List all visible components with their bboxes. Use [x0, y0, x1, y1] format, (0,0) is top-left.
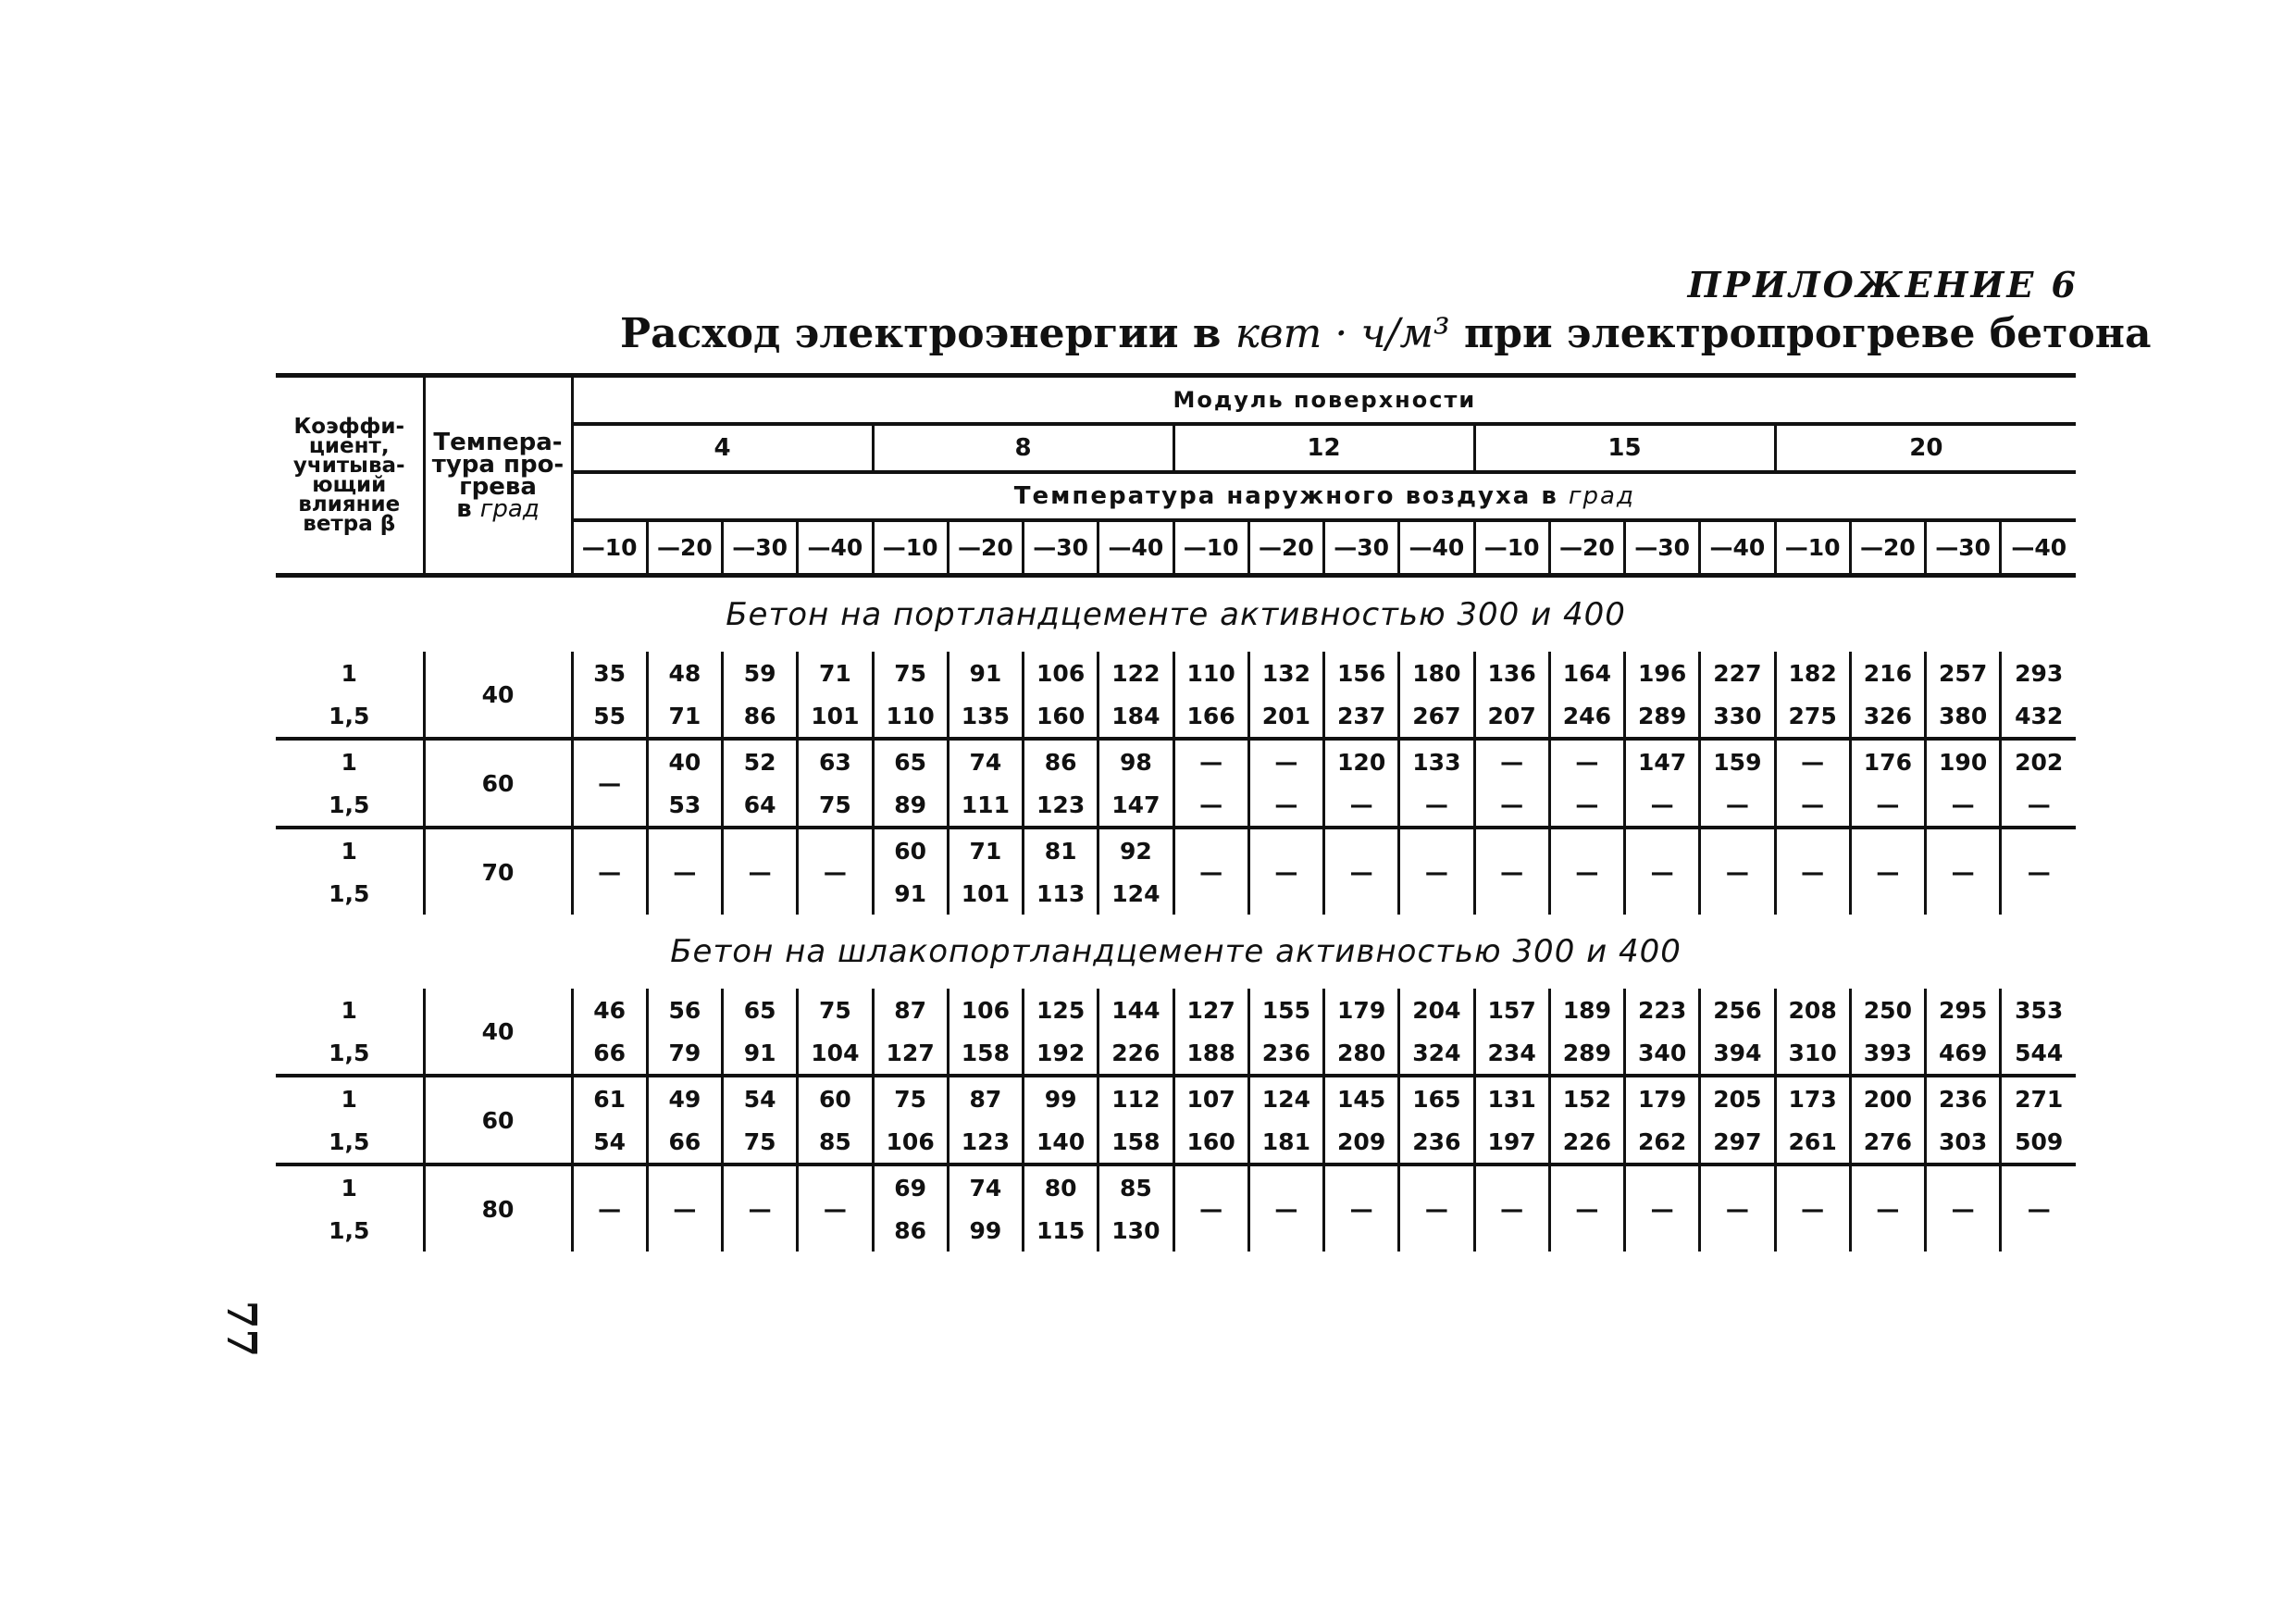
- header-air-temp-value: —40: [1399, 520, 1474, 576]
- header-heating-temp-text: Темпера- тура про- грева в: [431, 428, 565, 523]
- value-cell: 122: [1098, 652, 1173, 694]
- value-cell: —: [1926, 1164, 2001, 1252]
- value-cell: 303: [1926, 1120, 2001, 1164]
- value-cell: 469: [1926, 1031, 2001, 1076]
- value-cell: —: [1700, 828, 1775, 915]
- value-cell: 181: [1248, 1120, 1323, 1164]
- value-cell: 179: [1324, 989, 1399, 1031]
- value-cell: 99: [1024, 1076, 1098, 1120]
- header-air-temp-value: —20: [1248, 520, 1323, 576]
- value-cell: —: [2001, 1164, 2076, 1252]
- value-cell: 297: [1700, 1120, 1775, 1164]
- value-cell: —: [1775, 739, 1850, 783]
- value-cell: —: [1775, 828, 1850, 915]
- value-cell: —: [1549, 1164, 1624, 1252]
- value-cell: 79: [647, 1031, 722, 1076]
- value-cell: 91: [723, 1031, 798, 1076]
- coefficient-cell: 1,5: [329, 879, 370, 907]
- header-air-temp: [572, 472, 2076, 520]
- value-cell: 65: [723, 989, 798, 1031]
- value-cell: 61: [572, 1076, 647, 1120]
- value-cell: —: [1324, 783, 1399, 828]
- value-cell: 236: [1399, 1120, 1474, 1164]
- value-cell: 180: [1399, 652, 1474, 694]
- value-cell: 52: [723, 739, 798, 783]
- header-air-temp-value: —10: [572, 520, 647, 576]
- table-row: [276, 1164, 2076, 1209]
- value-cell: 176: [1850, 739, 1925, 783]
- header-heating-temp: [424, 376, 572, 576]
- value-cell: 64: [723, 783, 798, 828]
- value-cell: 74: [948, 1164, 1023, 1209]
- value-cell: —: [723, 828, 798, 915]
- value-cell: 330: [1700, 694, 1775, 739]
- value-cell: 257: [1926, 652, 2001, 694]
- value-cell: 201: [1248, 694, 1323, 739]
- value-cell: —: [1399, 828, 1474, 915]
- header-air-temp-unit: град: [1568, 482, 1635, 510]
- table-body: [276, 576, 2076, 1252]
- value-cell: 223: [1625, 989, 1700, 1031]
- table-row: [276, 828, 2076, 872]
- value-cell: 127: [873, 1031, 948, 1076]
- value-cell: 204: [1399, 989, 1474, 1031]
- value-cell: 236: [1926, 1076, 2001, 1120]
- table-row: [276, 1076, 2076, 1120]
- value-cell: 71: [647, 694, 722, 739]
- coefficient-cell: 1,5: [329, 1216, 370, 1244]
- value-cell: —: [1926, 828, 2001, 915]
- value-cell: 74: [948, 739, 1023, 783]
- header-air-temp-value: —30: [1926, 520, 2001, 576]
- value-cell: —: [1625, 1164, 1700, 1252]
- section-title-row: [276, 576, 2076, 653]
- title-part-3: при электропрогреве бетона: [1449, 310, 2152, 357]
- value-cell: 140: [1024, 1120, 1098, 1164]
- heating-temp-cell: 60: [424, 739, 572, 828]
- table-header: [276, 376, 2076, 576]
- value-cell: 69: [873, 1164, 948, 1209]
- value-cell: 54: [723, 1076, 798, 1120]
- value-cell: 87: [873, 989, 948, 1031]
- value-cell: —: [1850, 783, 1925, 828]
- heating-temp-cell: 80: [424, 1164, 572, 1252]
- value-cell: 189: [1549, 989, 1624, 1031]
- value-cell: 200: [1850, 1076, 1925, 1120]
- value-cell: —: [1173, 783, 1248, 828]
- value-cell: 81: [1024, 828, 1098, 872]
- value-cell: 261: [1775, 1120, 1850, 1164]
- value-cell: 113: [1024, 872, 1098, 915]
- header-module-4: 4: [572, 424, 873, 472]
- value-cell: 216: [1850, 652, 1925, 694]
- value-cell: 91: [873, 872, 948, 915]
- title-part-1: Расход электроэнергии в: [620, 310, 1235, 357]
- value-cell: 237: [1324, 694, 1399, 739]
- value-cell: 131: [1474, 1076, 1549, 1120]
- value-cell: 295: [1926, 989, 2001, 1031]
- value-cell: 202: [2001, 739, 2076, 783]
- appendix-label: ПРИЛОЖЕНИЕ 6: [1687, 264, 2079, 305]
- section-title-row: [276, 915, 2076, 989]
- value-cell: 246: [1549, 694, 1624, 739]
- value-cell: 158: [948, 1031, 1023, 1076]
- value-cell: —: [1248, 1164, 1323, 1252]
- value-cell: —: [1549, 828, 1624, 915]
- value-cell: 35: [572, 652, 647, 694]
- header-air-temp-value: —40: [1098, 520, 1173, 576]
- value-cell: 75: [798, 783, 873, 828]
- value-cell: 227: [1700, 652, 1775, 694]
- value-cell: 99: [948, 1209, 1023, 1252]
- value-cell: 144: [1098, 989, 1173, 1031]
- value-cell: —: [1324, 1164, 1399, 1252]
- value-cell: 276: [1850, 1120, 1925, 1164]
- value-cell: —: [2001, 783, 2076, 828]
- value-cell: 190: [1926, 739, 2001, 783]
- value-cell: 192: [1024, 1031, 1098, 1076]
- header-surface-module: Модуль поверхности: [572, 376, 2076, 425]
- value-cell: 509: [2001, 1120, 2076, 1164]
- value-cell: 71: [798, 652, 873, 694]
- value-cell: 112: [1098, 1076, 1173, 1120]
- value-cell: 353: [2001, 989, 2076, 1031]
- value-cell: 173: [1775, 1076, 1850, 1120]
- value-cell: 65: [873, 739, 948, 783]
- page-number: 77: [217, 1300, 266, 1358]
- header-air-temp-value: —30: [1324, 520, 1399, 576]
- value-cell: 106: [948, 989, 1023, 1031]
- value-cell: —: [723, 1164, 798, 1252]
- value-cell: 165: [1399, 1076, 1474, 1120]
- header-air-temp-value: —20: [948, 520, 1023, 576]
- value-cell: —: [1324, 828, 1399, 915]
- coefficient-cell: 1: [276, 1076, 424, 1120]
- value-cell: 159: [1700, 739, 1775, 783]
- coefficient-cell: 1,5: [329, 1127, 370, 1155]
- value-cell: 110: [873, 694, 948, 739]
- value-cell: 209: [1324, 1120, 1399, 1164]
- value-cell: —: [1474, 1164, 1549, 1252]
- value-cell: 49: [647, 1076, 722, 1120]
- value-cell: 60: [798, 1076, 873, 1120]
- coefficient-cell: 1: [341, 996, 357, 1024]
- header-air-temp-value: —20: [647, 520, 722, 576]
- header-air-temp-value: —30: [723, 520, 798, 576]
- value-cell: —: [572, 828, 647, 915]
- value-cell: —: [1173, 1164, 1248, 1252]
- value-cell: —: [1399, 783, 1474, 828]
- value-cell: 196: [1625, 652, 1700, 694]
- value-cell: 164: [1549, 652, 1624, 694]
- value-cell: 262: [1625, 1120, 1700, 1164]
- table-row: [276, 989, 2076, 1031]
- value-cell: 111: [948, 783, 1023, 828]
- value-cell: 89: [873, 783, 948, 828]
- value-cell: 271: [2001, 1076, 2076, 1120]
- value-cell: 75: [873, 1076, 948, 1120]
- value-cell: 160: [1024, 694, 1098, 739]
- header-heating-temp-unit: град: [479, 494, 540, 523]
- value-cell: 86: [873, 1209, 948, 1252]
- value-cell: —: [1850, 828, 1925, 915]
- table-row: [276, 739, 2076, 783]
- value-cell: 197: [1474, 1120, 1549, 1164]
- energy-consumption-table: [276, 373, 2076, 1252]
- coefficient-cell: 1,5: [329, 1039, 370, 1066]
- header-air-temp-value: —40: [2001, 520, 2076, 576]
- value-cell: —: [647, 1164, 722, 1252]
- value-cell: 120: [1324, 739, 1399, 783]
- header-air-temp-value: —10: [1474, 520, 1549, 576]
- header-air-temp-value: —30: [1024, 520, 1098, 576]
- value-cell: 289: [1625, 694, 1700, 739]
- value-cell: 60: [873, 828, 948, 872]
- value-cell: 75: [798, 989, 873, 1031]
- value-cell: 85: [1098, 1164, 1173, 1209]
- value-cell: —: [572, 739, 647, 828]
- value-cell: 234: [1474, 1031, 1549, 1076]
- value-cell: 147: [1625, 739, 1700, 783]
- value-cell: 188: [1173, 1031, 1248, 1076]
- value-cell: 85: [798, 1120, 873, 1164]
- value-cell: 124: [1248, 1076, 1323, 1120]
- value-cell: 544: [2001, 1031, 2076, 1076]
- header-air-temp-value: —10: [1173, 520, 1248, 576]
- section-title: Бетон на портландцементе активностью 300 и 400: [726, 596, 1626, 633]
- value-cell: 59: [723, 652, 798, 694]
- value-cell: 48: [647, 652, 722, 694]
- value-cell: —: [1549, 739, 1624, 783]
- value-cell: 101: [798, 694, 873, 739]
- value-cell: 157: [1474, 989, 1549, 1031]
- value-cell: 55: [572, 694, 647, 739]
- value-cell: —: [798, 828, 873, 915]
- section-title: Бетон на шлакопортландцементе активностью 300 и 400: [670, 933, 1682, 970]
- value-cell: 207: [1474, 694, 1549, 739]
- value-cell: —: [1474, 828, 1549, 915]
- value-cell: 115: [1024, 1209, 1098, 1252]
- value-cell: 136: [1474, 652, 1549, 694]
- value-cell: 394: [1700, 1031, 1775, 1076]
- value-cell: —: [1474, 739, 1549, 783]
- value-cell: 166: [1173, 694, 1248, 739]
- value-cell: 86: [1024, 739, 1098, 783]
- coefficient-cell: 1: [276, 1164, 424, 1209]
- value-cell: 208: [1775, 989, 1850, 1031]
- value-cell: 250: [1850, 989, 1925, 1031]
- value-cell: 110: [1173, 652, 1248, 694]
- value-cell: 182: [1775, 652, 1850, 694]
- value-cell: 133: [1399, 739, 1474, 783]
- value-cell: 226: [1098, 1031, 1173, 1076]
- title-units: квт · ч/м³: [1235, 310, 1450, 357]
- value-cell: 46: [572, 989, 647, 1031]
- value-cell: —: [2001, 828, 2076, 915]
- value-cell: 156: [1324, 652, 1399, 694]
- value-cell: 158: [1098, 1120, 1173, 1164]
- header-coefficient: Коэффи- циент, учитыва- ющий влияние ветра β: [276, 376, 424, 576]
- value-cell: 293: [2001, 652, 2076, 694]
- value-cell: 155: [1248, 989, 1323, 1031]
- value-cell: 132: [1248, 652, 1323, 694]
- value-cell: —: [1248, 783, 1323, 828]
- value-cell: 63: [798, 739, 873, 783]
- value-cell: —: [1173, 828, 1248, 915]
- value-cell: —: [647, 828, 722, 915]
- header-air-temp-value: —10: [873, 520, 948, 576]
- value-cell: 98: [1098, 739, 1173, 783]
- heating-temp-cell: 70: [424, 828, 572, 915]
- value-cell: —: [1173, 739, 1248, 783]
- value-cell: —: [572, 1164, 647, 1252]
- value-cell: 324: [1399, 1031, 1474, 1076]
- value-cell: —: [1625, 783, 1700, 828]
- value-cell: 86: [723, 694, 798, 739]
- value-cell: —: [1625, 828, 1700, 915]
- header-air-temp-value: —10: [1775, 520, 1850, 576]
- value-cell: 53: [647, 783, 722, 828]
- value-cell: 66: [572, 1031, 647, 1076]
- value-cell: 106: [1024, 652, 1098, 694]
- value-cell: —: [798, 1164, 873, 1252]
- value-cell: 380: [1926, 694, 2001, 739]
- value-cell: 123: [1024, 783, 1098, 828]
- header-air-temp-text: Температура наружного воздуха в: [1013, 482, 1569, 510]
- heating-temp-cell: 40: [424, 989, 572, 1076]
- value-cell: 127: [1173, 989, 1248, 1031]
- value-cell: 66: [647, 1120, 722, 1164]
- value-cell: 106: [873, 1120, 948, 1164]
- header-air-temp-value: —20: [1549, 520, 1624, 576]
- value-cell: 267: [1399, 694, 1474, 739]
- value-cell: 147: [1098, 783, 1173, 828]
- value-cell: 275: [1775, 694, 1850, 739]
- value-cell: 184: [1098, 694, 1173, 739]
- value-cell: 179: [1625, 1076, 1700, 1120]
- value-cell: 125: [1024, 989, 1098, 1031]
- value-cell: 107: [1173, 1076, 1248, 1120]
- value-cell: 123: [948, 1120, 1023, 1164]
- value-cell: —: [1775, 783, 1850, 828]
- value-cell: 91: [948, 652, 1023, 694]
- coefficient-cell: 1: [341, 659, 357, 687]
- value-cell: 56: [647, 989, 722, 1031]
- value-cell: 236: [1248, 1031, 1323, 1076]
- value-cell: —: [1926, 783, 2001, 828]
- value-cell: —: [1549, 783, 1624, 828]
- value-cell: 226: [1549, 1120, 1624, 1164]
- table-row: [276, 652, 2076, 694]
- header-air-temp-value: —40: [1700, 520, 1775, 576]
- value-cell: 326: [1850, 694, 1925, 739]
- value-cell: 289: [1549, 1031, 1624, 1076]
- heating-temp-cell: 60: [424, 1076, 572, 1164]
- coefficient-cell: 1,5: [329, 791, 370, 818]
- value-cell: 432: [2001, 694, 2076, 739]
- value-cell: —: [1248, 828, 1323, 915]
- value-cell: —: [1850, 1164, 1925, 1252]
- value-cell: 40: [647, 739, 722, 783]
- header-air-temp-value: —30: [1625, 520, 1700, 576]
- value-cell: 75: [723, 1120, 798, 1164]
- value-cell: 130: [1098, 1209, 1173, 1252]
- value-cell: 340: [1625, 1031, 1700, 1076]
- heating-temp-cell: 40: [424, 652, 572, 739]
- table-title: [620, 310, 2151, 357]
- value-cell: 135: [948, 694, 1023, 739]
- header-module-8: 8: [873, 424, 1173, 472]
- value-cell: 124: [1098, 872, 1173, 915]
- value-cell: —: [1700, 783, 1775, 828]
- header-module-12: 12: [1173, 424, 1474, 472]
- header-row-surface: [276, 376, 2076, 425]
- value-cell: 54: [572, 1120, 647, 1164]
- coefficient-cell: 1: [276, 739, 424, 783]
- value-cell: 205: [1700, 1076, 1775, 1120]
- value-cell: 101: [948, 872, 1023, 915]
- value-cell: 145: [1324, 1076, 1399, 1120]
- coefficient-cell: 1,5: [329, 702, 370, 729]
- value-cell: 80: [1024, 1164, 1098, 1209]
- value-cell: 87: [948, 1076, 1023, 1120]
- value-cell: 280: [1324, 1031, 1399, 1076]
- value-cell: 310: [1775, 1031, 1850, 1076]
- value-cell: 104: [798, 1031, 873, 1076]
- value-cell: 152: [1549, 1076, 1624, 1120]
- value-cell: 256: [1700, 989, 1775, 1031]
- value-cell: 92: [1098, 828, 1173, 872]
- value-cell: —: [1775, 1164, 1850, 1252]
- header-module-20: 20: [1775, 424, 2076, 472]
- coefficient-cell: 1: [276, 828, 424, 872]
- value-cell: 75: [873, 652, 948, 694]
- value-cell: —: [1248, 739, 1323, 783]
- header-air-temp-value: —20: [1850, 520, 1925, 576]
- value-cell: 71: [948, 828, 1023, 872]
- value-cell: 160: [1173, 1120, 1248, 1164]
- header-module-15: 15: [1474, 424, 1775, 472]
- value-cell: —: [1474, 783, 1549, 828]
- value-cell: 393: [1850, 1031, 1925, 1076]
- value-cell: —: [1700, 1164, 1775, 1252]
- header-air-temp-value: —40: [798, 520, 873, 576]
- value-cell: —: [1399, 1164, 1474, 1252]
